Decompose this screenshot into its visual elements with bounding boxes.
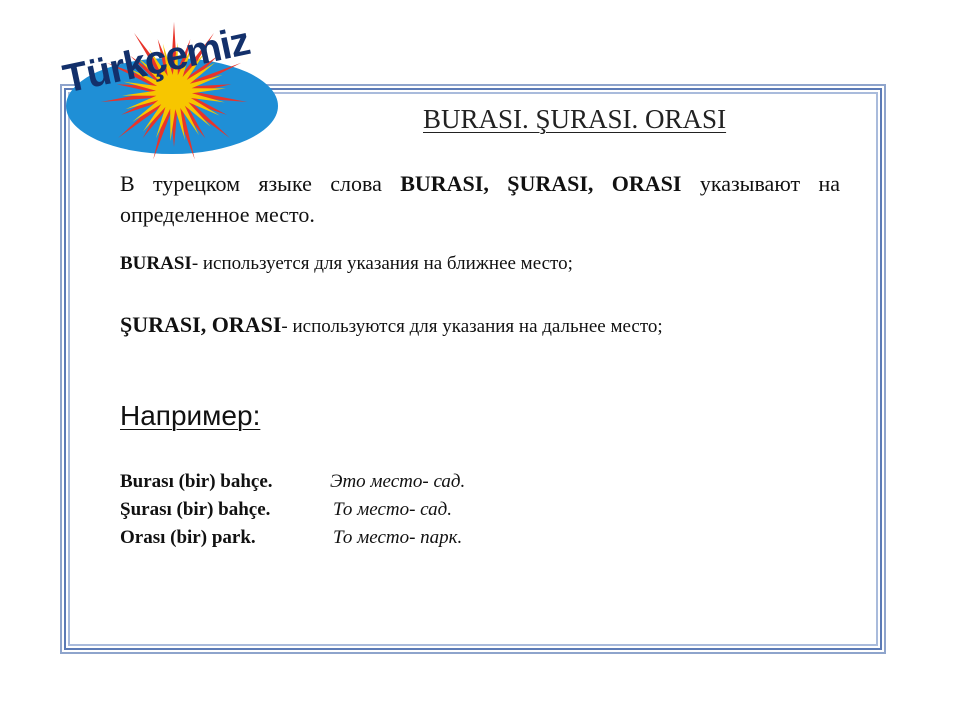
example-russian: То место- сад. [333, 499, 452, 520]
definition-burasi [120, 253, 573, 275]
example-turkish: Şurası (bir) bahçe. [120, 499, 271, 520]
examples-list [120, 468, 466, 552]
definition-text: - используются для указания на дальнее место; [281, 316, 663, 337]
definition-term: BURASI [120, 253, 192, 274]
intro-lead: В турецком языке слова [120, 171, 401, 196]
intro-words: BURASI, ŞURASI, ORASI [400, 171, 682, 196]
intro-tail: указывают на определенное место. [120, 171, 840, 227]
example-row [120, 468, 466, 496]
example-row [120, 524, 463, 552]
definition-text: - используется для указания на ближнее место; [191, 253, 573, 274]
definition-term: ŞURASI, ORASI [120, 312, 282, 337]
examples-heading: Например: [120, 400, 261, 431]
intro-paragraph [120, 168, 840, 230]
example-turkish: Orası (bir) park. [120, 527, 256, 548]
example-row [120, 496, 452, 524]
slide-title: BURASI. ŞURASI. ORASI [423, 104, 727, 134]
example-russian: Это место- сад. [330, 471, 466, 492]
logo-wordmark: Türkçemiz [59, 19, 254, 102]
example-turkish: Burası (bir) bahçe. [120, 471, 273, 492]
example-russian: То место- парк. [333, 527, 463, 548]
definition-surasi-orasi [120, 312, 663, 338]
